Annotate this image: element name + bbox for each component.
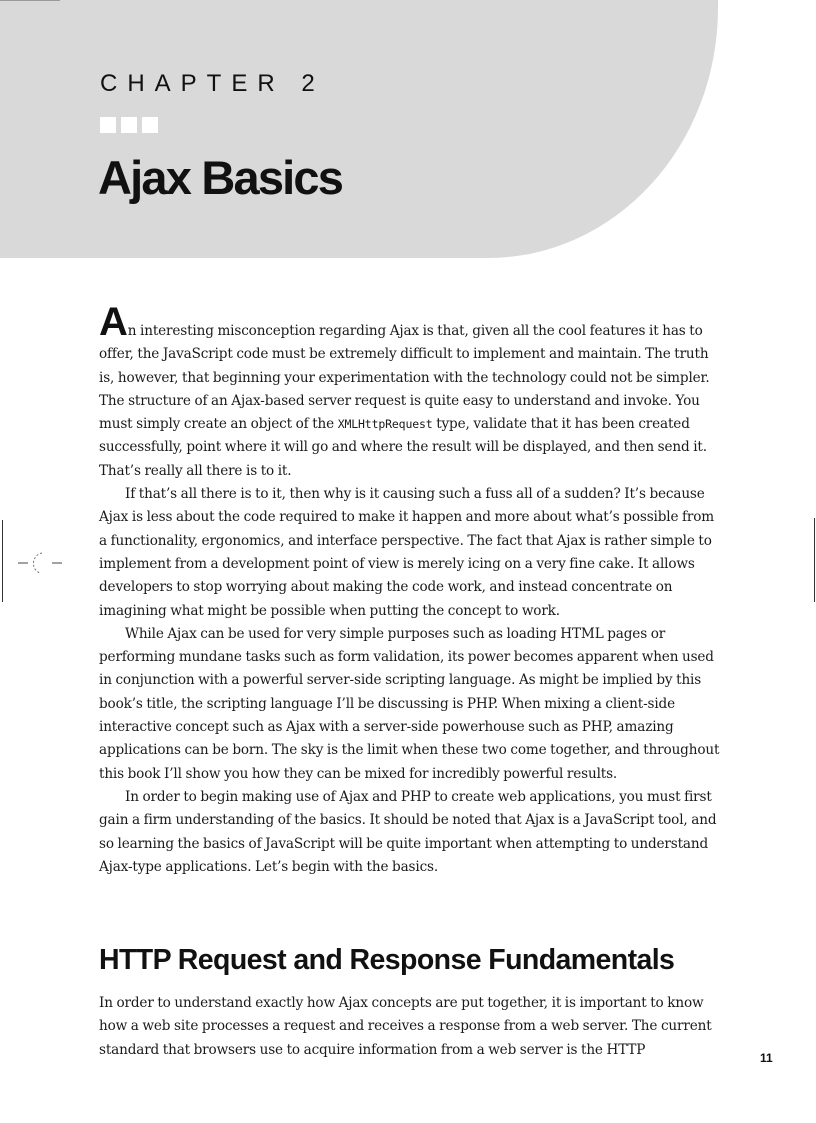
corner-trim-line (0, 0, 60, 1)
intro-paragraph-1-text-end: type, validate that it has been created successfully, point where it will go and where the result will be displayed, and then send it. That’s really all there is to it. (99, 416, 707, 479)
inline-code: XMLHttpRequest (337, 417, 433, 432)
ornament-square (142, 117, 158, 133)
section-heading: HTTP Request and Response Fundamentals (99, 944, 675, 976)
margin-rule-left (2, 520, 3, 602)
dropcap: A (99, 300, 128, 344)
section-paragraph-1: In order to understand exactly how Ajax concepts are put together, it is important to know how a web site processes a request and receives a response from a web server. The current standard that browsers use to acquire information from a web server is the HTTP (99, 995, 712, 1058)
ornament-square (121, 117, 137, 133)
chapter-label: CHAPTER 2 (100, 70, 325, 97)
crop-mark-icon (18, 547, 62, 577)
page-number: 11 (760, 1051, 773, 1065)
intro-paragraph-1-text: n interesting misconception regarding Ajax is that, given all the cool features it has to offer, the JavaScript code must be extremely difficult to implement and maintain. The truth is, however, that beginning your experimentation with the technology could not be simpler. The structure of an Ajax-based server request is quite easy to understand and invoke. You must simply create an object of the (99, 323, 710, 433)
chapter-title: Ajax Basics (98, 151, 343, 204)
chapter-ornament (100, 117, 158, 133)
intro-paragraph-1 (99, 300, 721, 483)
chapter-intro (99, 300, 721, 879)
intro-paragraph-3: While Ajax can be used for very simple purposes such as loading HTML pages or performing mundane tasks such as form validation, its power becomes apparent when used in conjunction with a powerful server-side scripting language. As might be implied by this book’s title, the scripting language I’ll be discussing is PHP. When mixing a client-side interactive concept such as Ajax with a server-side powerhouse such as PHP, amazing applications can be born. The sky is the limit when these two come together, and throughout this book I’ll show you how they can be mixed for incredibly powerful results. (99, 625, 720, 782)
ornament-square (100, 117, 116, 133)
intro-paragraph-4: In order to begin making use of Ajax and PHP to create web applications, you must first gain a firm understanding of the basics. It should be noted that Ajax is a JavaScript tool, and so learning the basics of JavaScript will be quite important when attempting to understand Ajax-type applications. Let’s begin with the basics. (99, 788, 717, 875)
margin-rule-right (814, 518, 815, 602)
intro-paragraph-2: If that’s all there is to it, then why is it causing such a fuss all of a sudden? It’s because Ajax is less about the code required to make it happen and more about what’s possible from a functionality, ergonomics, and interface perspective. The fact that Ajax is rather simple to implement from a development point of view is merely icing on a very fine cake. It allows developers to stop worrying about making the code work, and instead concentrate on imagining what might be possible when putting the concept to work. (99, 486, 715, 619)
